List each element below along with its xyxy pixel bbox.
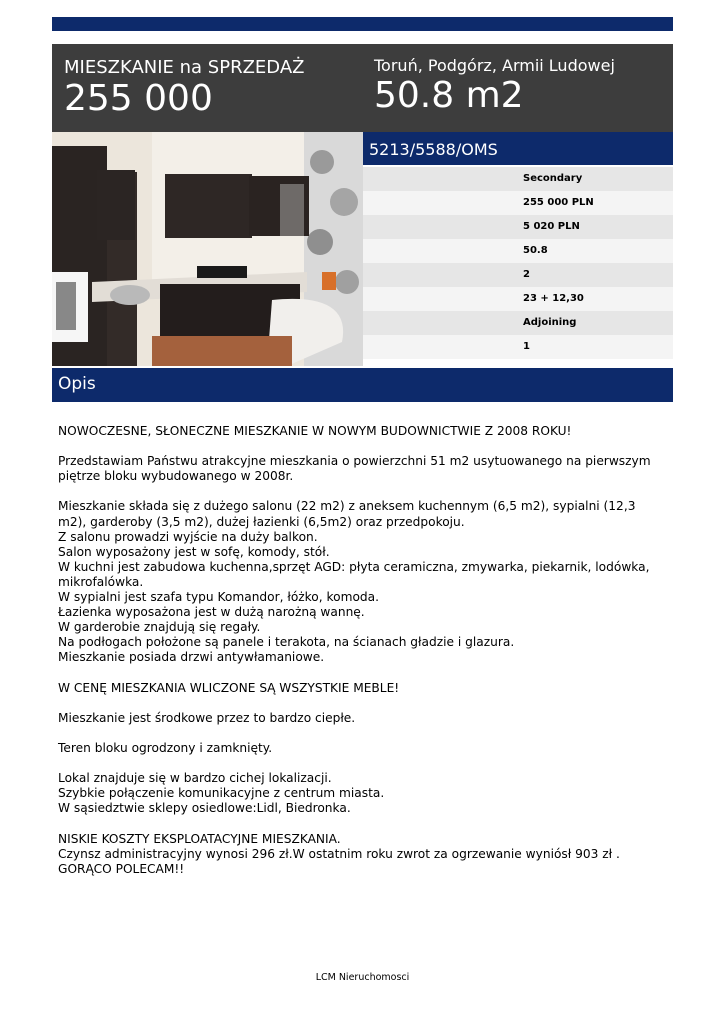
location: Toruń, Podgórz, Armii Ludowej — [374, 56, 615, 75]
description-line: NOWOCZESNE, SŁONECZNE MIESZKANIE W NOWYM BUDOWNICTWIE Z 2008 ROKU! — [58, 424, 572, 438]
detail-row — [363, 191, 673, 215]
reference-bar — [363, 132, 673, 165]
description-line: GORĄCO POLECAM!! — [58, 861, 185, 876]
top-accent-bar — [52, 17, 673, 31]
description-line: Mieszkanie jest środkowe przez to bardzo ciepłe. — [58, 710, 356, 725]
description-text — [58, 424, 663, 877]
description-line: mikrofalówka. — [58, 574, 144, 589]
description-line: Szybkie połączenie komunikacyjne z centrum miasta. — [58, 786, 385, 801]
description-line: Łazienka wyposażona jest w dużą narożną wannę. — [58, 605, 365, 620]
description-line: NISKIE KOSZTY EKSPLOATACYJNE MIESZKANIA. — [58, 831, 341, 846]
detail-row — [363, 167, 673, 191]
description-line: piętrze bloku wybudowanego w 2008r. — [58, 469, 294, 484]
description-line: Czynsz administracyjny wynosi 296 zł.W ostatnim roku zwrot za ogrzewanie wyniósł 903 zł . — [58, 846, 620, 861]
detail-row — [363, 287, 673, 311]
section-title: Opis — [58, 374, 96, 394]
description-line: Lokal znajduje się w bardzo cichej lokalizacji. — [58, 771, 332, 786]
description-section-bar — [52, 368, 673, 402]
description-line: W sypialni jest szafa typu Komandor, łóżko, komoda. — [58, 590, 379, 605]
listing-header — [52, 44, 673, 132]
description-line: Na podłogach położone są panele i terakota, na ścianach gładzie i glazura. — [58, 635, 515, 650]
description-line — [58, 816, 663, 831]
description-line — [58, 484, 663, 499]
description-line: Mieszkanie składa się z dużego salonu (22 m2) z aneksem kuchennym (6,5 m2), sypialni (12,3 — [58, 499, 636, 514]
listing-type: MIESZKANIE na SPRZEDAŻ — [64, 57, 305, 78]
detail-value: 1 — [523, 341, 530, 352]
detail-row — [363, 335, 673, 359]
description-line — [58, 756, 663, 771]
price: 255 000 — [64, 78, 213, 119]
detail-value: Adjoining — [523, 317, 577, 328]
detail-value: 2 — [523, 269, 530, 280]
detail-row — [363, 239, 673, 263]
description-line — [58, 439, 663, 454]
detail-value: 5 020 PLN — [523, 221, 580, 232]
detail-value: Secondary — [523, 173, 583, 184]
description-line — [58, 726, 663, 741]
description-line: W garderobie znajdują się regały. — [58, 620, 261, 635]
description-line: Przedstawiam Państwu atrakcyjne mieszkania o powierzchni 51 m2 usytuowanego na pierwszym — [58, 454, 651, 469]
reference-number: 5213/5588/OMS — [369, 140, 498, 159]
description-line: Teren bloku ogrodzony i zamknięty. — [58, 740, 273, 755]
description-line: Mieszkanie posiada drzwi antywłamaniowe. — [58, 650, 325, 665]
detail-row — [363, 311, 673, 335]
footer-agency: LCM Nieruchomosci — [315, 972, 410, 983]
detail-row — [363, 215, 673, 239]
description-line: W CENĘ MIESZKANIA WLICZONE SĄ WSZYSTKIE MEBLE! — [58, 680, 400, 695]
description-line — [58, 666, 663, 681]
detail-value: 255 000 PLN — [523, 197, 594, 208]
detail-value: 23 + 12,30 — [523, 293, 584, 304]
description-line — [58, 696, 663, 711]
detail-value: 50.8 — [523, 245, 548, 256]
description-line: Z salonu prowadzi wyjście na duży balkon. — [58, 529, 318, 544]
details-table — [363, 167, 673, 359]
description-line: W sąsiedztwie sklepy osiedlowe:Lidl, Biedronka. — [58, 801, 351, 816]
kitchen-photo — [52, 132, 363, 366]
area: 50.8 m2 — [374, 75, 524, 116]
description-line: W kuchni jest zabudowa kuchenna,sprzęt AGD: płyta ceramiczna, zmywarka, piekarnik, lodówka, — [58, 559, 650, 574]
description-line: m2), garderoby (3,5 m2), dużej łazienki (6,5m2) oraz przedpokoju. — [58, 514, 465, 529]
description-line: Salon wyposażony jest w sofę, komody, stół. — [58, 544, 330, 559]
detail-row — [363, 263, 673, 287]
